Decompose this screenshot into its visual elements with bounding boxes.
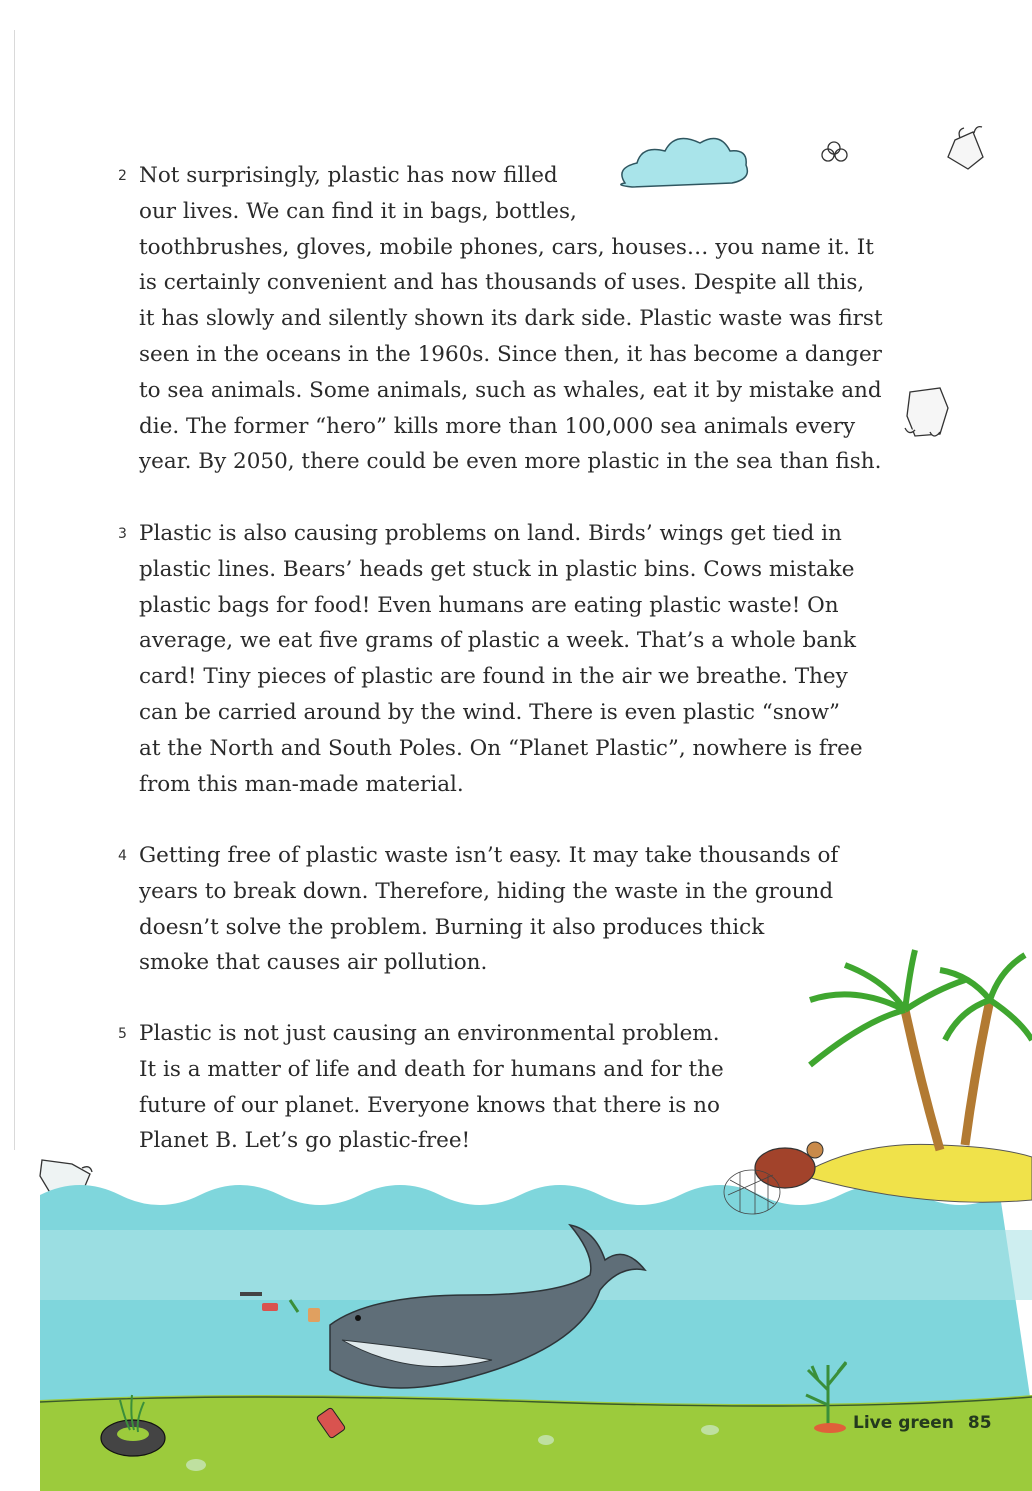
pebble xyxy=(701,1425,719,1435)
text-line: at the North and South Poles. On “Planet Plastic”, nowhere is free xyxy=(139,735,863,761)
footer-section-title: Live green xyxy=(853,1413,954,1433)
paragraph-2 xyxy=(118,158,883,480)
text-line: Not surprisingly, plastic has now filled xyxy=(139,163,558,188)
text-line: is certainly convenient and has thousands of uses. Despite all this, xyxy=(139,270,865,296)
text-line: toothbrushes, gloves, mobile phones, cars, houses… you name it. It xyxy=(139,234,874,260)
paragraph-number: 4 xyxy=(118,848,127,864)
text-line: can be carried around by the wind. There is even plastic “snow” xyxy=(139,699,841,725)
text-line: average, we eat five grams of plastic a week. That’s a whole bank xyxy=(139,628,856,654)
island xyxy=(800,1144,1032,1202)
text-line: to sea animals. Some animals, such as whales, eat it by mistake and xyxy=(139,377,882,403)
text-line: years to break down. Therefore, hiding the waste in the ground xyxy=(139,878,834,904)
palm-tree-icon xyxy=(810,950,1032,1150)
text-line: it has slowly and silently shown its dark side. Plastic waste was first xyxy=(139,306,883,332)
page-number: 85 xyxy=(967,1413,992,1433)
paragraph-number: 5 xyxy=(118,1026,127,1042)
text-line: our lives. We can find it in bags, bottles, xyxy=(139,198,577,224)
pebble xyxy=(538,1435,554,1445)
text-line: year. By 2050, there could be even more plastic in the sea than fish. xyxy=(139,449,882,475)
paragraph-5 xyxy=(118,1016,724,1159)
text-line: Plastic is also causing problems on land. Birds’ wings get tied in xyxy=(139,521,842,546)
text-line: card! Tiny pieces of plastic are found in the air we breathe. They xyxy=(139,664,848,690)
text-line: plastic lines. Bears’ heads get stuck in plastic bins. Cows mistake xyxy=(139,556,855,582)
pebble xyxy=(186,1459,206,1471)
paragraph-number: 3 xyxy=(118,526,127,542)
text-line: die. The former “hero” kills more than 100,000 sea animals every xyxy=(139,413,856,439)
paragraph-number: 2 xyxy=(118,168,127,184)
text-line: smoke that causes air pollution. xyxy=(139,950,488,976)
text-line: Planet B. Let’s go plastic-free! xyxy=(139,1128,471,1154)
page-footer xyxy=(853,1413,992,1433)
text-line: doesn’t solve the problem. Burning it also produces thick xyxy=(139,914,765,940)
text-line: It is a matter of life and death for humans and for the xyxy=(139,1056,724,1082)
text-line: future of our planet. Everyone knows that there is no xyxy=(139,1092,720,1118)
paragraph-4 xyxy=(118,838,838,981)
seabed xyxy=(40,1395,1032,1491)
turtle-icon xyxy=(755,1142,823,1188)
text-line: seen in the oceans in the 1960s. Since then, it has become a danger xyxy=(139,341,882,367)
text-line: plastic bags for food! Even humans are eating plastic waste! On xyxy=(139,592,839,618)
plastic-bag-icon xyxy=(948,127,983,169)
text-line: Getting free of plastic waste isn’t easy. It may take thousands of xyxy=(139,843,839,868)
text-line: Plastic is not just causing an environmental problem. xyxy=(139,1021,720,1046)
text-line: from this man-made material. xyxy=(139,771,464,797)
paragraph-3 xyxy=(118,516,863,802)
plastic-bag-icon xyxy=(905,388,948,436)
sea-depth xyxy=(40,1230,1032,1300)
